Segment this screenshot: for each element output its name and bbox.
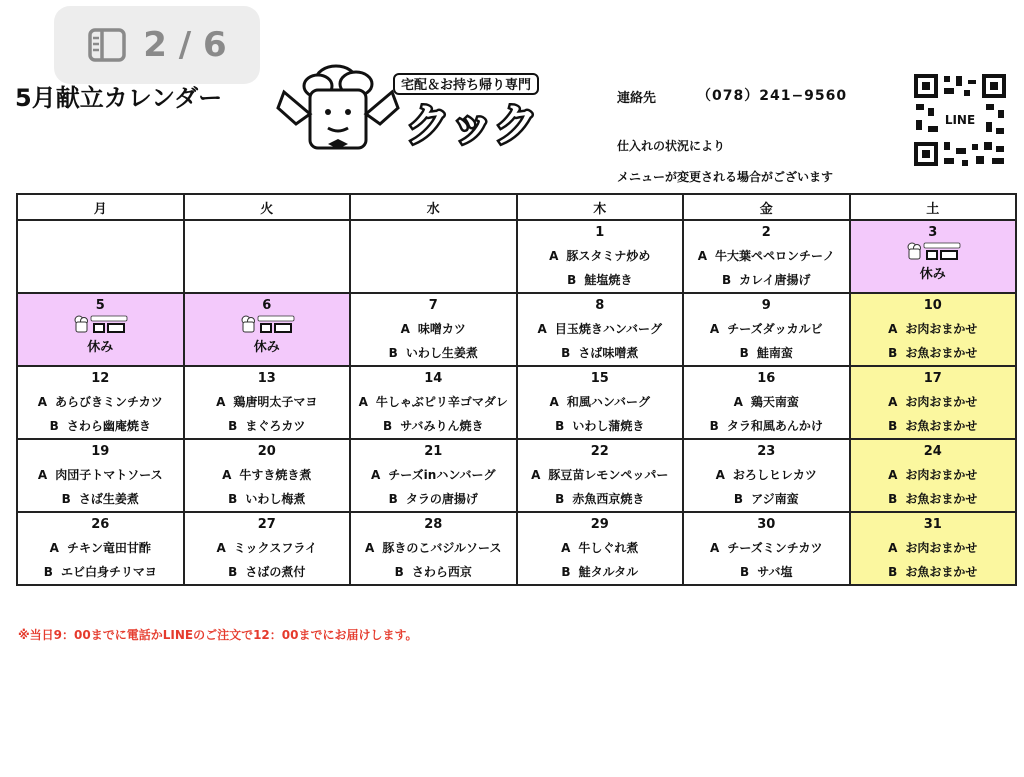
- menu-b: [684, 417, 849, 434]
- menu-a-label: A: [733, 395, 743, 409]
- menu-b-dish: カレイ唐揚げ: [739, 273, 811, 287]
- qr-line-label: LINE: [944, 113, 976, 127]
- cook-logo: [276, 62, 541, 162]
- day-number: 7: [428, 298, 438, 313]
- menu-b: [518, 271, 683, 288]
- calendar-day-cell: [683, 439, 850, 512]
- day-number: 30: [757, 517, 776, 532]
- calendar-day-cell: [17, 366, 184, 439]
- day-number: 31: [923, 517, 942, 532]
- menu-a-label: A: [37, 395, 48, 409]
- menu-b-label: B: [61, 492, 71, 506]
- menu-a-label: A: [888, 395, 898, 409]
- menu-b-label: B: [228, 565, 238, 579]
- menu-b: [18, 563, 183, 580]
- menu-a-dish: 和風ハンバーグ: [566, 395, 650, 409]
- day-number: 19: [91, 444, 110, 459]
- calendar-day-cell: [350, 439, 517, 512]
- menu-a: [684, 466, 849, 483]
- menu-b-label: B: [733, 492, 744, 506]
- menu-b-dish: お魚おまかせ: [905, 565, 978, 579]
- calendar-empty-cell: [17, 220, 184, 293]
- menu-b-dish: いわし梅煮: [245, 492, 306, 506]
- menu-a-dish: あらびきミンチカツ: [55, 395, 163, 409]
- menu-a: [351, 393, 516, 410]
- menu-a: [518, 539, 683, 556]
- menu-b-label: B: [228, 492, 238, 506]
- day-number: 2: [761, 225, 771, 240]
- menu-a: [684, 320, 849, 337]
- menu-a: [351, 320, 516, 337]
- calendar-closed-day: [184, 293, 351, 366]
- menu-b: [351, 490, 516, 507]
- menu-b-label: B: [561, 565, 571, 579]
- menu-b: [851, 344, 1016, 361]
- menu-a-dish: 目玉焼きハンバーグ: [554, 322, 662, 336]
- day-number: 16: [757, 371, 776, 386]
- calendar-day-cell: [850, 439, 1017, 512]
- menu-a-dish: お肉おまかせ: [905, 541, 978, 555]
- calendar-day-cell: [517, 512, 684, 585]
- menu-a-dish: 豚きのこバジルソース: [382, 541, 502, 555]
- menu-b-dish: さばの煮付: [245, 565, 306, 579]
- mini-logo: [237, 314, 297, 334]
- menu-b: [684, 563, 849, 580]
- menu-a: [851, 320, 1016, 337]
- menu-b: [518, 490, 683, 507]
- menu-a: [18, 393, 183, 410]
- menu-b-dish: いわし生姜煮: [405, 346, 478, 360]
- menu-b-dish: さわら西京: [411, 565, 472, 579]
- menu-b-label: B: [561, 346, 571, 360]
- menu-a: [518, 320, 683, 337]
- menu-b-label: B: [888, 419, 898, 433]
- page-indicator[interactable]: [54, 6, 260, 84]
- day-number: 22: [590, 444, 609, 459]
- calendar-day-cell: [184, 439, 351, 512]
- menu-b-label: B: [888, 492, 898, 506]
- calendar-day-cell: [683, 366, 850, 439]
- menu-a: [518, 393, 683, 410]
- menu-b-dish: サバみりん焼き: [400, 419, 484, 433]
- menu-a-dish: 豚スタミナ炒め: [566, 249, 651, 263]
- menu-a-label: A: [549, 395, 559, 409]
- calendar-day-cell: [850, 293, 1017, 366]
- calendar-day-cell: [517, 220, 684, 293]
- calendar-day-cell: [517, 366, 684, 439]
- menu-b: [185, 490, 350, 507]
- menu-b-label: B: [888, 346, 898, 360]
- line-qr-code[interactable]: [912, 72, 1008, 168]
- page-title: 5月献立カレンダー: [15, 84, 223, 112]
- calendar-day-cell: [850, 512, 1017, 585]
- menu-b-dish: 鮭タルタル: [578, 565, 639, 579]
- menu-b-label: B: [43, 565, 53, 579]
- menu-a: [185, 393, 350, 410]
- day-number: 5: [95, 298, 105, 313]
- menu-b-label: B: [383, 419, 393, 433]
- menu-b-label: B: [388, 346, 398, 360]
- menu-a-label: A: [358, 395, 368, 409]
- menu-a: [684, 539, 849, 556]
- menu-b-dish: タラ和風あんかけ: [726, 419, 823, 433]
- menu-a-label: A: [888, 468, 898, 482]
- menu-a-dish: 牛しぐれ煮: [578, 541, 639, 555]
- logo-name: クック: [406, 100, 538, 151]
- menu-b-dish: 赤魚西京焼き: [572, 492, 645, 506]
- menu-a: [18, 539, 183, 556]
- menu-b-dish: エビ白身チリマヨ: [60, 565, 157, 579]
- day-number: 29: [590, 517, 609, 532]
- menu-a-label: A: [888, 322, 898, 336]
- day-number: 23: [757, 444, 776, 459]
- menu-a-dish: お肉おまかせ: [905, 395, 978, 409]
- day-number: 3: [928, 225, 938, 240]
- menu-a-dish: 鶏天南蛮: [750, 395, 799, 409]
- menu-b: [518, 344, 683, 361]
- day-number: 20: [257, 444, 276, 459]
- menu-a-dish: おろしヒレカツ: [732, 468, 817, 482]
- weekday-header: 土: [850, 194, 1017, 220]
- menu-a-label: A: [216, 541, 226, 555]
- calendar-empty-cell: [350, 220, 517, 293]
- menu-b-dish: さば味噌煮: [578, 346, 639, 360]
- day-number: 10: [923, 298, 942, 313]
- menu-a: [851, 393, 1016, 410]
- calendar-day-cell: [17, 512, 184, 585]
- menu-b: [351, 563, 516, 580]
- calendar-body: [17, 220, 1016, 585]
- menu-b: [518, 563, 683, 580]
- day-number: 17: [923, 371, 942, 386]
- menu-change-note-line2: メニューが変更される場合がございます: [617, 170, 834, 184]
- menu-b-dish: 鮭塩焼き: [584, 273, 633, 287]
- menu-a-label: A: [49, 541, 59, 555]
- delivery-note: ※当日9：00までに電話かLINEのご注文で12：00までにお届けします。: [18, 628, 418, 642]
- menu-a-label: A: [216, 395, 226, 409]
- menu-a-dish: 肉団子トマトソース: [55, 468, 163, 482]
- calendar-day-cell: [350, 293, 517, 366]
- menu-b-label: B: [555, 492, 565, 506]
- calendar-day-cell: [517, 439, 684, 512]
- menu-b-dish: いわし蒲焼き: [572, 419, 645, 433]
- menu-a-label: A: [549, 249, 559, 263]
- book-icon: [87, 27, 127, 63]
- day-number: 27: [257, 517, 276, 532]
- menu-b-dish: サバ塩: [757, 565, 793, 579]
- calendar-empty-cell: [184, 220, 351, 293]
- calendar-day-cell: [184, 512, 351, 585]
- menu-a-dish: チーズinハンバーグ: [388, 468, 496, 482]
- menu-b-dish: お魚おまかせ: [905, 419, 978, 433]
- menu-b: [684, 271, 849, 288]
- menu-b-label: B: [721, 273, 732, 287]
- menu-b: [851, 417, 1016, 434]
- menu-a-label: A: [222, 468, 232, 482]
- weekday-header: 月: [17, 194, 184, 220]
- menu-b-dish: アジ南蛮: [751, 492, 799, 506]
- day-number: 28: [424, 517, 443, 532]
- menu-a-dish: 牛すき焼き煮: [239, 468, 312, 482]
- day-number: 15: [590, 371, 609, 386]
- calendar-closed-day: [17, 293, 184, 366]
- menu-a: [518, 247, 683, 264]
- day-number: 8: [595, 298, 605, 313]
- calendar-day-cell: [184, 366, 351, 439]
- calendar-day-cell: [683, 220, 850, 293]
- contact-label: 連絡先: [617, 91, 657, 106]
- menu-b: [18, 417, 183, 434]
- menu-b: [518, 417, 683, 434]
- menu-a-dish: 牛しゃぶピリ辛ゴマダレ: [375, 395, 508, 409]
- menu-b: [684, 344, 849, 361]
- calendar-day-cell: [683, 293, 850, 366]
- calendar-week-row: [17, 512, 1016, 585]
- mini-logo: [903, 241, 963, 261]
- calendar-day-cell: [17, 439, 184, 512]
- menu-b: [351, 417, 516, 434]
- calendar-day-cell: [517, 293, 684, 366]
- day-number: 24: [923, 444, 942, 459]
- contact-phone[interactable]: （078）241−9560: [697, 88, 848, 104]
- menu-b-dish: まぐろカツ: [245, 419, 306, 433]
- menu-a-dish: チーズダッカルビ: [727, 322, 823, 336]
- menu-b-label: B: [740, 565, 750, 579]
- mini-logo: [70, 314, 130, 334]
- menu-b: [18, 490, 183, 507]
- day-number: 9: [761, 298, 771, 313]
- menu-a-label: A: [888, 541, 898, 555]
- menu-change-note-line1: 仕入れの状況により: [617, 139, 726, 153]
- menu-b-label: B: [709, 419, 719, 433]
- menu-a: [518, 466, 683, 483]
- menu-b-dish: お魚おまかせ: [905, 346, 978, 360]
- menu-b-label: B: [394, 565, 404, 579]
- menu-b-dish: お魚おまかせ: [905, 492, 978, 506]
- menu-a: [851, 539, 1016, 556]
- menu-a-label: A: [697, 249, 708, 263]
- menu-a-dish: チーズミンチカツ: [727, 541, 823, 555]
- menu-a: [18, 466, 183, 483]
- menu-a-dish: 豚豆苗レモンペッパー: [548, 468, 669, 482]
- menu-calendar: [16, 193, 1017, 586]
- menu-b-label: B: [228, 419, 238, 433]
- day-number: 12: [91, 371, 110, 386]
- day-number: 13: [257, 371, 276, 386]
- menu-a: [351, 466, 516, 483]
- menu-b-label: B: [49, 419, 59, 433]
- calendar-day-cell: [350, 512, 517, 585]
- menu-a-dish: 味噌カツ: [417, 322, 466, 336]
- weekday-header: 木: [517, 194, 684, 220]
- page-indicator-text: 2 / 6: [143, 25, 227, 65]
- calendar-week-row: [17, 439, 1016, 512]
- menu-a-label: A: [710, 541, 720, 555]
- day-number: 14: [424, 371, 443, 386]
- calendar-week-row: [17, 220, 1016, 293]
- day-number: 1: [595, 225, 605, 240]
- calendar-closed-day: [850, 220, 1017, 293]
- menu-a-dish: 牛大葉ペペロンチーノ: [715, 249, 835, 263]
- menu-b-label: B: [888, 565, 898, 579]
- menu-b-dish: 鮭南蛮: [756, 346, 793, 360]
- calendar-week-row: [17, 366, 1016, 439]
- calendar-day-cell: [850, 366, 1017, 439]
- calendar-week-row: [17, 293, 1016, 366]
- menu-a: [684, 393, 849, 410]
- menu-b: [185, 417, 350, 434]
- menu-a: [684, 247, 849, 264]
- closed-label: 休み: [87, 340, 114, 355]
- menu-a: [351, 539, 516, 556]
- menu-a-label: A: [715, 468, 725, 482]
- menu-a-dish: 鶏唐明太子マヨ: [233, 395, 318, 409]
- menu-a-dish: お肉おまかせ: [905, 468, 978, 482]
- weekday-header: 火: [184, 194, 351, 220]
- closed-label: 休み: [919, 267, 946, 282]
- menu-a: [185, 466, 350, 483]
- calendar-day-cell: [683, 512, 850, 585]
- weekday-header: 水: [350, 194, 517, 220]
- menu-b-dish: さば生姜煮: [78, 492, 139, 506]
- menu-b: [851, 563, 1016, 580]
- menu-a-label: A: [365, 541, 375, 555]
- menu-a-label: A: [37, 468, 48, 482]
- menu-b: [851, 490, 1016, 507]
- day-number: 26: [91, 517, 110, 532]
- menu-a-label: A: [370, 468, 381, 482]
- menu-b: [351, 344, 516, 361]
- menu-a-dish: お肉おまかせ: [905, 322, 978, 336]
- day-number: 6: [262, 298, 272, 313]
- menu-b-label: B: [555, 419, 565, 433]
- menu-a-dish: チキン竜田甘酢: [66, 541, 151, 555]
- menu-b-dish: さわら幽庵焼き: [66, 419, 151, 433]
- calendar-day-cell: [350, 366, 517, 439]
- menu-b-dish: タラの唐揚げ: [405, 492, 478, 506]
- menu-b-label: B: [388, 492, 398, 506]
- menu-b-label: B: [739, 346, 749, 360]
- menu-a-label: A: [531, 468, 541, 482]
- weekday-header-row: [17, 194, 1016, 220]
- menu-b-label: B: [567, 273, 577, 287]
- weekday-header: 金: [683, 194, 850, 220]
- menu-a-label: A: [400, 322, 410, 336]
- menu-b: [185, 563, 350, 580]
- logo-tagline: 宅配＆お持ち帰り専門: [400, 78, 532, 93]
- menu-b: [684, 490, 849, 507]
- menu-a: [851, 466, 1016, 483]
- menu-a: [185, 539, 350, 556]
- menu-a-label: A: [537, 322, 547, 336]
- closed-label: 休み: [253, 340, 280, 355]
- menu-a-label: A: [709, 322, 720, 336]
- menu-a-dish: ミックスフライ: [233, 541, 318, 555]
- day-number: 21: [424, 444, 443, 459]
- menu-a-label: A: [561, 541, 571, 555]
